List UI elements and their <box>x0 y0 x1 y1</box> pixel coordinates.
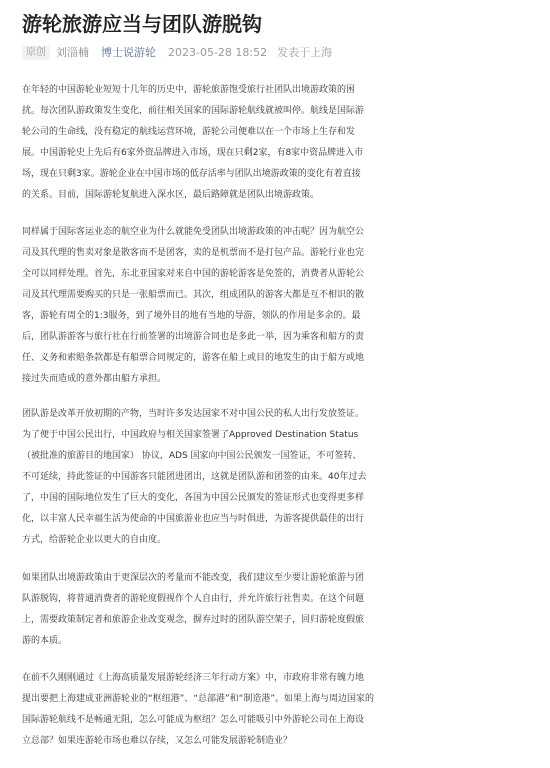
paragraph-line: 在年轻的中国游轮业短短十几年的历史中，游轮旅游饱受旅行社团队出境游政策的困 <box>22 85 356 95</box>
paragraph-line: 游的本质。 <box>22 636 68 646</box>
paragraph-line: 立总部？如果连游轮市场也难以存续，又怎么可能发展游轮制造业？ <box>22 736 293 746</box>
paragraph-line: （被批准的旅游目的地国家） 协议，ADS 国家向中国公民颁发一国签证，不可签转、 <box>22 451 362 461</box>
article-title: 游轮旅游应当与团队游脱钩 <box>22 12 262 36</box>
paragraph-4 <box>22 568 532 652</box>
paragraph-2 <box>22 222 532 390</box>
author-name: 刘淄楠 <box>56 46 89 59</box>
paragraph-line: 接过失而造成的意外都由船方承担。 <box>22 374 167 384</box>
paragraph-line: 如果团队出境游政策由于更深层次的考量而不能改变，我们建议至少要让游轮旅游与团 <box>22 573 365 583</box>
paragraph-line: 团队游是改革开放初期的产物，当时许多发达国家不对中国公民的私人出行发放签证。 <box>22 409 365 419</box>
paragraph-line: 司及其代理的售卖对象是散客而不是团客，卖的是机票而不是打包产品。游轮行业也完 <box>22 248 365 258</box>
article-meta <box>22 45 332 61</box>
paragraph-line: 扰。每次团队游政策发生变化，前往相关国家的国际游轮航线就被叫停。航线是国际游 <box>22 106 365 116</box>
paragraph-line: 国际游轮航线不是畅通无阻，怎么可能成为枢纽？怎么可能吸引中外游轮公司在上海设 <box>22 715 365 725</box>
paragraph-line: 的关系。目前，国际游轮复航进入深水区，最后路障就是团队出境游政策。 <box>22 190 320 200</box>
paragraph-line: 队游脱钩，将普通消费者的游轮度假视作个人自由行，并允许旅行社售卖。在这个问题 <box>22 594 365 604</box>
paragraph-line: 场，现在只剩3家。游轮企业在中国市场的低存活率与团队出境游政策的变化有着直接 <box>22 169 361 179</box>
paragraph-5 <box>22 668 532 752</box>
account-link[interactable]: 博士说游轮 <box>101 46 156 59</box>
paragraph-line: 方式，给游轮企业以更大的自由度。 <box>22 535 167 545</box>
paragraph-line: 展。中国游轮史上先后有6家外资品牌进入市场，现在只剩2家，有8家中资品牌进入市 <box>22 148 364 158</box>
paragraph-line: 了，中国的国际地位发生了巨大的变化，各国为中国公民颁发的签证形式也变得更多样 <box>22 493 365 503</box>
paragraph-line: 同样属于国际客运业态的航空业为什么就能免受团队出境游政策的冲击呢？因为航空公 <box>22 227 365 237</box>
publish-location: 发表于上海 <box>277 46 333 59</box>
paragraph-line: 提出要把上海建成亚洲游轮业的“枢纽港”、“总部港”和“制造港”。如果上海与周边国家的 <box>22 694 374 704</box>
paragraph-line: 在前不久刚刚通过《上海高质量发展游轮经济三年行动方案》中，市政府非常有魄力地 <box>22 673 365 683</box>
original-badge: 原创 <box>22 46 50 60</box>
paragraph-line: 轮公司的生命线，没有稳定的航线运营环境，游轮公司便难以在一个市场上生存和发 <box>22 127 356 137</box>
paragraph-line: 司及其代理需要购买的只是一张船票而已。其次，组成团队的游客大都是互不相识的散 <box>22 290 365 300</box>
paragraph-3 <box>22 404 532 551</box>
paragraph-line: 全可以同样处理。首先，东北亚国家对来自中国的游轮游客是免签的，消费者从游轮公 <box>22 269 365 279</box>
paragraph-line: 为了便于中国公民出行，中国政府与相关国家签署了Approved Destination Status <box>22 430 359 440</box>
publish-date: 2023-05-28 18:52 <box>168 46 268 59</box>
paragraph-line: 后，团队游游客与旅行社在行前签署的出境游合同也是多此一举，因为乘客和船方的责 <box>22 332 365 342</box>
paragraph-line: 上，需要政策制定者和旅游企业改变观念，摒弃过时的团队游空架子，回归游轮度假旅 <box>22 615 365 625</box>
paragraph-line: 任、义务和索赔条款都是有船票合同规定的，游客在船上或目的地发生的由于船方或地 <box>22 353 365 363</box>
paragraph-line: 化，以丰富人民幸福生活为使命的中国旅游业也应当与时俱进，为游客提供最佳的出行 <box>22 514 365 524</box>
paragraph-1 <box>22 80 532 206</box>
paragraph-line: 客，游轮有周全的1:3服务，到了境外目的地有当地的导游，领队的作用是多余的。最 <box>22 311 361 321</box>
paragraph-line: 不可延续，持此签证的中国游客只能团进团出，这就是团队游和团签的由来。40年过去 <box>22 472 367 482</box>
